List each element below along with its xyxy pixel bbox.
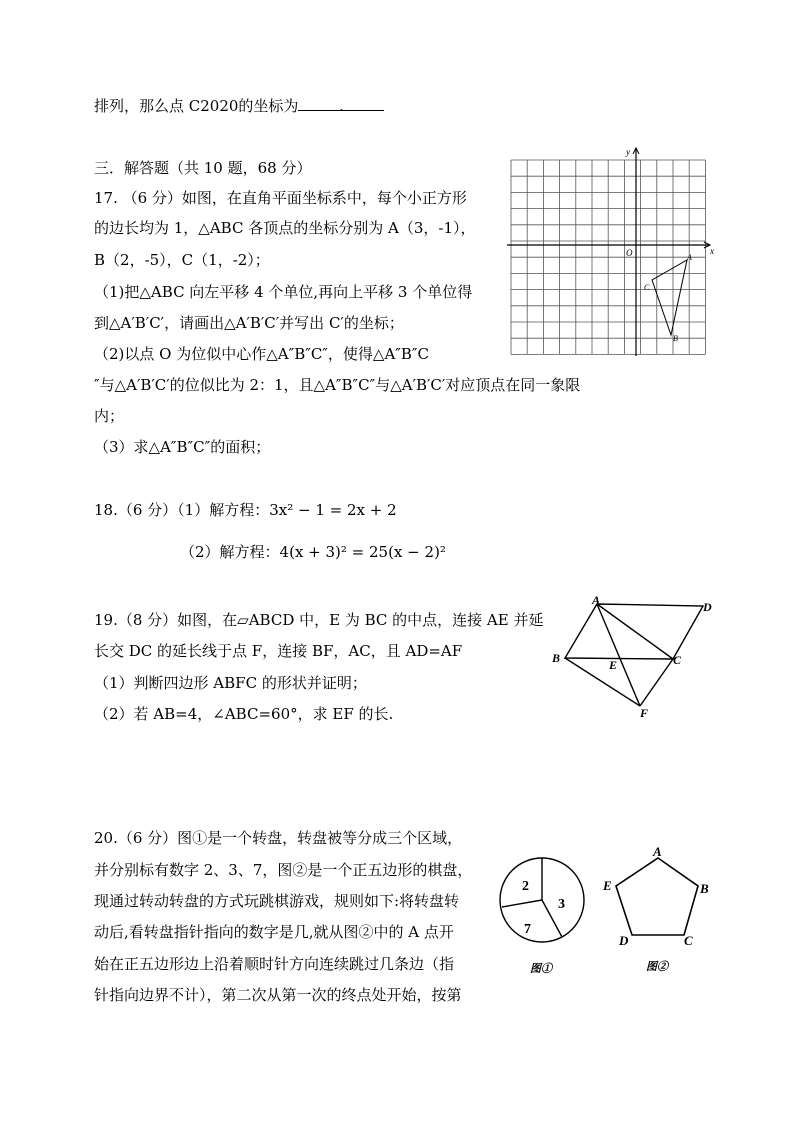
pentagon-caption: 图② [646, 961, 668, 973]
point-d-label: D [703, 600, 712, 614]
q17-line-6: （2)以点 O 为位似中心作△A″B″C″，使得△A″B″C [94, 345, 429, 363]
q20-line-3: 现通过转动转盘的方式玩跳棋游戏，规则如下:将转盘转 [94, 892, 460, 910]
origin-label: O [626, 248, 633, 258]
triangle-abc [652, 260, 687, 335]
q20-line-1: 20.（6 分）图①是一个转盘，转盘被等分成三个区域， [94, 829, 463, 847]
point-e-label: E [609, 658, 618, 672]
q20-line-6: 针指向边界不计），第二次从第一次的终点处开始，按第 [94, 986, 462, 1004]
spinner-number-7: 7 [524, 922, 531, 937]
q18-line-1: 18.（6 分）（1）解方程：3x² − 1 = 2x + 2 [94, 501, 397, 519]
q19-line-1: 19.（8 分）如图，在▱ABCD 中，E 为 BC 的中点，连接 AE 并延 [94, 611, 544, 629]
q20-pentagon-figure [600, 838, 720, 980]
regular-pentagon [616, 858, 698, 935]
q17-line-2: 的边长均为 1，△ABC 各顶点的坐标分别为 A（3，-1）， [94, 219, 476, 237]
grid-lines [511, 160, 705, 354]
top-line-text: 排列，那么点 C2020的坐标为 [94, 97, 299, 115]
q20-spinner-figure [492, 850, 592, 980]
spinner-number-3: 3 [558, 897, 565, 912]
q19-line-3: （1）判断四边形 ABFC 的形状并证明； [94, 674, 367, 692]
x-axis-label: x [710, 246, 714, 256]
q20-line-5: 始在正五边形边上沿着顺时针方向连续跳过几条边（指 [94, 955, 455, 973]
q17-coordinate-grid [505, 146, 725, 361]
section-heading: 三．解答题（共 10 题，68 分） [94, 159, 312, 177]
pentagon-b-label: B [700, 881, 709, 896]
q17-line-9: （3）求△A″B″C″的面积； [94, 438, 271, 456]
point-c-label: C [673, 653, 682, 667]
spinner-divider-left [502, 900, 542, 907]
pentagon-c-label: C [684, 933, 693, 948]
q18-line-2: （2）解方程：4(x + 3)² = 25(x − 2)² [180, 543, 446, 561]
spinner-number-2: 2 [522, 879, 529, 894]
spinner-caption: 图① [530, 963, 552, 975]
top-line [94, 96, 384, 116]
q17-line-8: 内； [94, 407, 125, 425]
q19-line-4: （2）若 AB=4，∠ABC=60°，求 EF 的长. [94, 705, 394, 723]
q17-line-7: ″与△A′B′C′的位似比为 2：1，且△A″B″C″与△A′B′C′对应顶点在同一象限 [94, 376, 581, 394]
answer-blank [298, 96, 384, 115]
y-axis-label: y [626, 147, 630, 157]
pentagon-a-label: A [653, 844, 662, 859]
q17-line-3: B（2，-5），C（1，-2）； [94, 251, 270, 269]
q17-line-4: （1)把△ABC 向左平移 4 个单位,再向上平移 3 个单位得 [94, 283, 473, 301]
q17-line-5: 到△A′B′C′，请画出△A′B′C′并写出 C′的坐标； [94, 314, 404, 332]
q19-parallelogram-figure [545, 592, 725, 722]
segment-bf [565, 658, 640, 706]
point-b-label: B [552, 651, 561, 665]
blank-dot: . [339, 97, 344, 115]
vertex-c-label: C [644, 283, 650, 292]
vertex-b-label: B [673, 334, 678, 343]
pentagon-d-label: D [619, 933, 629, 948]
segment-cf [640, 659, 673, 706]
q20-line-2: 并分别标有数字 2、3、7，图②是一个正五边形的棋盘， [94, 861, 473, 879]
q17-line-1: 17. （6 分）如图，在直角平面坐标系中，每个小正方形 [94, 189, 467, 207]
pentagon-e-label: E [603, 878, 612, 893]
q20-line-4: 动后,看转盘指针指向的数字是几,就从图②中的 A 点开 [94, 923, 454, 941]
vertex-a-label: A [687, 253, 692, 262]
point-a-label: A [592, 593, 601, 607]
point-f-label: F [640, 706, 649, 720]
q19-line-2: 长交 DC 的延长线于点 F，连接 BF，AC，且 AD=AF [94, 642, 463, 660]
